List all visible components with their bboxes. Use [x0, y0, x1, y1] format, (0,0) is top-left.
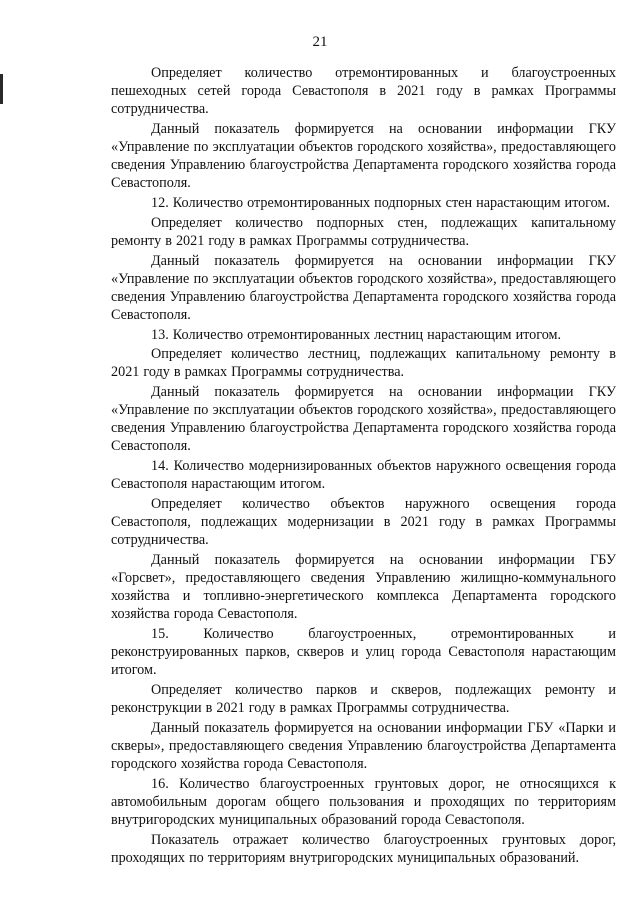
paragraph: Определяет количество отремонтированных и благоустроенных пешеходных сетей города Севастополя в 2021 году в рамках Программы сотрудничества.	[111, 65, 616, 117]
document-body	[111, 64, 616, 869]
paragraph: Определяет количество лестниц, подлежащих капитальному ремонту в 2021 году в рамках Программы сотрудничества.	[111, 346, 616, 380]
paragraph: Данный показатель формируется на основании информации ГКУ «Управление по эксплуатации объектов городского хозяйства», предоставляющего сведения Управлению благоустройства Департамента городского хозяйства города Севастополя.	[111, 121, 616, 191]
paragraph: Определяет количество подпорных стен, подлежащих капитальному ремонту в 2021 году в рамках Программы сотрудничества.	[111, 215, 616, 249]
paragraph: Определяет количество парков и скверов, подлежащих ремонту и реконструкции в 2021 году в рамках Программы сотрудничества.	[111, 682, 616, 716]
binding-mark	[0, 74, 3, 104]
section-heading-12: 12. Количество отремонтированных подпорных стен нарастающим итогом.	[151, 195, 611, 211]
paragraph: Данный показатель формируется на основании информации ГКУ «Управление по эксплуатации объектов городского хозяйства», предоставляющего сведения Управлению благоустройства Департамента городского хозяйства города Севастополя.	[111, 384, 616, 454]
section-heading-14: 14. Количество модернизированных объектов наружного освещения города Севастополя нарастающим итогом.	[111, 458, 616, 492]
paragraph: Определяет количество объектов наружного освещения города Севастополя, подлежащих модернизации в 2021 году в рамках Программы сотрудничества.	[111, 496, 616, 548]
section-heading-13: 13. Количество отремонтированных лестниц нарастающим итогом.	[151, 327, 562, 343]
page-number: 21	[312, 34, 328, 50]
section-heading-16: 16. Количество благоустроенных грунтовых дорог, не относящихся к автомобильным дорогам общего пользования и проходящих по территориям внутригородских муниципальных образований города Севастополя.	[111, 776, 616, 828]
paragraph: Данный показатель формируется на основании информации ГБУ «Горсвет», предоставляющего сведения Управлению жилищно-коммунального хозяйства и топливно-энергетического комплекса Департамента городского хозяйства города Севастополя.	[111, 552, 616, 622]
paragraph: Данный показатель формируется на основании информации ГКУ «Управление по эксплуатации объектов городского хозяйства», предоставляющего сведения Управлению благоустройства Департамента городского хозяйства города Севастополя.	[111, 253, 616, 323]
paragraph: Показатель отражает количество благоустроенных грунтовых дорог, проходящих по территориям внутригородских муниципальных образований.	[111, 832, 616, 866]
paragraph: Данный показатель формируется на основании информации ГБУ «Парки и скверы», предоставляющего сведения Управлению благоустройства Департамента городского хозяйства города Севастополя.	[111, 720, 616, 772]
section-heading-15: 15. Количество благоустроенных, отремонтированных и реконструированных парков, скверов и улиц города Севастополя нарастающим итогом.	[111, 626, 616, 678]
